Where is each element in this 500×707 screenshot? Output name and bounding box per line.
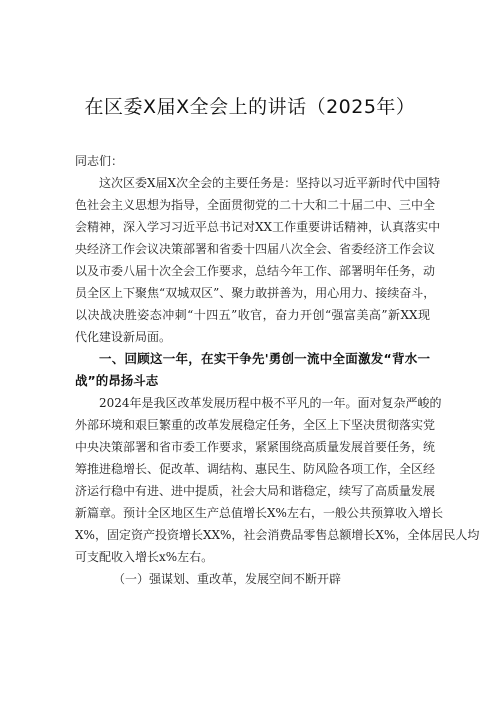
paragraph-line: 以决战决胜姿态冲刺“十四五”收官，奋力开创“强富美高”新XX现 (75, 308, 430, 322)
paragraph-line: 外部环境和艰巨繁重的改革发展稳定任务，全区上下坚决贯彻落实党 (75, 418, 436, 432)
paragraph-line: 2024年是我区改革发展历程中极不平凡的一年。面对复杂严峻的 (99, 396, 442, 410)
paragraph-line: 央经济工作会议决策部署和省委十四届八次全会、省委经济工作会议 (75, 242, 436, 256)
paragraph-line: 员全区上下聚焦“双城双区”、聚力敢拼善为，用心用力、接续奋斗， (75, 286, 436, 300)
paragraph-line: 筹推进稳增长、促改革、调结构、惠民生、防风险各项工作，全区经 (75, 462, 436, 476)
paragraph-line: 济运行稳中有进、进中提质，社会大局和谐稳定，续写了高质量发展 (75, 484, 436, 498)
heading-line: 战”的昂扬斗志 (75, 373, 159, 388)
paragraph-line: 以及市委八届十次全会工作要求，总结今年工作、部署明年任务，动 (75, 264, 436, 278)
paragraph-line: 色社会主义思想为指导，全面贯彻党的二十大和二十届二中、三中全 (75, 198, 436, 212)
paragraph-line: X%，固定资产投资增长XX%，社会消费品零售总额增长X%，全体居民人均 (75, 528, 480, 542)
salutation: 同志们： (75, 154, 124, 168)
paragraph-line: 这次区委X届X次全会的主要任务是：坚持以习近平新时代中国特 (99, 176, 441, 190)
section-1-paragraph (75, 392, 480, 568)
paragraph-line: 新篇章。预计全区地区生产总值增长X%左右，一般公共预算收入增长 (75, 506, 443, 520)
paragraph-line: 可支配收入增长x%左右。 (75, 550, 214, 564)
section-heading-1 (75, 348, 430, 392)
heading-line: 一、回顾这一年，在实干争先'勇创一流中全面激发“背水一 (99, 351, 430, 366)
page-title: 在区委X届X全会上的讲话（2025年） (84, 96, 416, 118)
paragraph-line: 代化建设新局面。 (75, 330, 172, 344)
intro-paragraph (75, 172, 441, 348)
section-heading-2: （一）强谋划、重改革，发展空间不断开辟 (113, 572, 342, 586)
paragraph-line: 会精神，深入学习习近平总书记对XX工作重要讲话精神，认真落实中 (75, 220, 441, 234)
paragraph-line: 中央决策部署和省市委工作要求，紧紧围绕高质量发展首要任务，统 (75, 440, 436, 454)
document-body (75, 150, 480, 590)
